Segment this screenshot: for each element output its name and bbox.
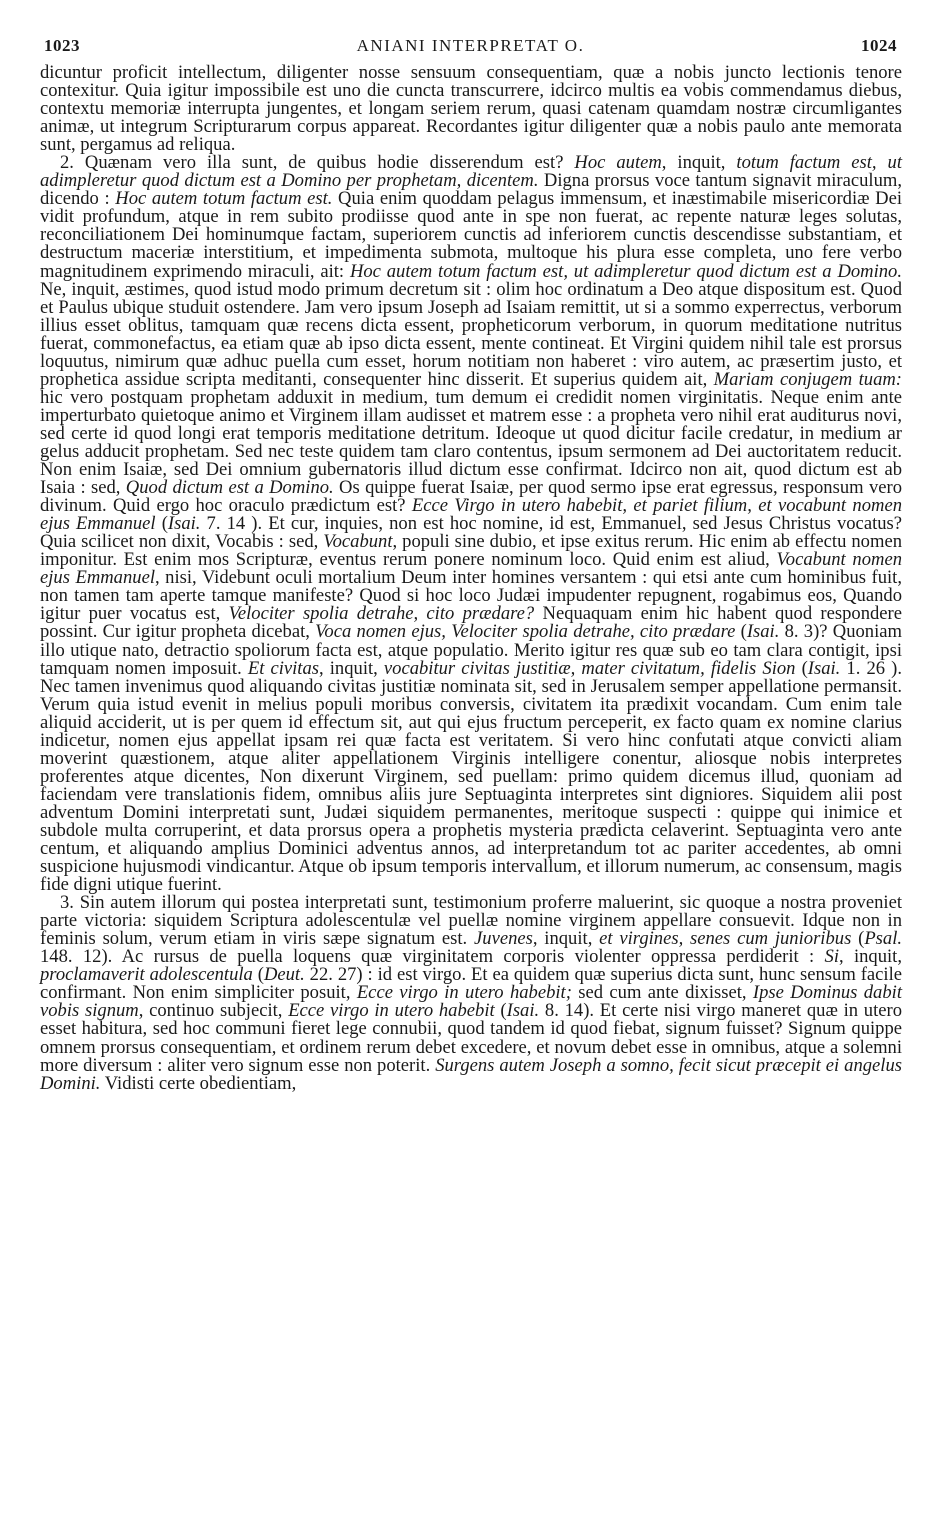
column-number-left: 1023 [44, 36, 80, 55]
italic-text: Vocabunt nomen ejus Emmanuel [40, 549, 903, 589]
text-run: 148. 12). Ac rursus de puella loquens quæ virginitatem corporis violenter oppressa perdiderit : [40, 946, 825, 968]
text-run: Digna prorsus voce tantum signavit miraculum, dicendo : [40, 170, 902, 210]
paragraph-1 [40, 64, 902, 154]
text-run: Quia enim quoddam pelagus immensum, et inæstimabile misericordiæ Dei vidit profundum, atque in rem subito prodiisse quod ante in spe non fuerat, ac repente naturæ leges solutas, reconciliationem Dei hominumque factam, superiorem cunctis ad inferiorem cunctis descendisse substantiam, et destructum maceriæ interstitium, et impedimenta submota, multoque his plura esse completa, uno fere verbo magnitudinem exprimendo miraculi, ait: [40, 188, 902, 282]
text-run: ( [735, 621, 747, 643]
text-run: , inquit, [532, 928, 600, 950]
text-run: Os quippe fuerat Isaiæ, per quod sermo ipse erat egressus, responsum vero divinum. Quid ergo hoc oraculo prædictum est? [40, 477, 902, 517]
italic-text: Isai. [746, 621, 780, 643]
italic-text: Voca nomen ejus, Velociter spolia detrahe, cito prædare [315, 621, 736, 643]
text-run: hic vero postquam prophetam adduxit in medium, tum demum ei credidit nomen virginitatis. Neque enim ante imperturbato quietoque animo et Virginem illam audisset et matrem esse : a propheta vero nihil erat auditurus novi, sed certe id quod longi erat temporis meditatione detritum. Ideoque ut quod dicitur facile credatur, in medium ar gelus adducit prophetam. Sed nec teste quidem tam claro contentus, ipsum sermonem ad Dei auctoritatem reducit. Non enim Isaiæ, sed Dei omnium gubernatoris illud dictum esse confirmat. Idcirco non ait, quod dictum est ab Isaia : sed, [40, 386, 902, 499]
text-run: 8. 14). Et certe nisi virgo maneret quæ in utero esset habitura, sed hoc communi fieret lege connubii, quod tandem id quod fiebat, signum fuisset? Signum quippe omnem prorsus consequentiam, et ordinem rerum debet excedere, et novum debet esse in omnibus, atque a solemni more diversum : aliter vero signum esse non poterit. [40, 1000, 903, 1076]
text-run: sed cum ante dixisset, [571, 982, 753, 1004]
text-run: 1. 26 ). Nec tamen invenimus quod aliquando civitas justitiæ nominata sit, sed in Jerusalem semper appellatione permansit. Verum quia istud evenit in melius populi moribus conversis, civitatem ita prædixit vocandam. Cum enim tale aliquid acciderit, ut is per quem id effectum sit, aut qui ejus fructum perceperit, ex facto quam ex nomine clarius indicetur, nomen ejus appellat ipsam rei quæ facta est veritatem. Si vero hinc confutati atque convicti aliam moverint quæstionem, atque aliter appellationem Virginis intelligere conentur, aliosque nobis interpretes proferentes atque dicentes, Non dixerunt Virginem, sed puellam: primo quidem dicemus illud, quoniam ad faciendam vere translationis fidem, omnibus aliis jure Septuaginta interpretes sint digniores. Siquidem alii post adventum Domini interpretati sunt, Judæi siquidem permanentes, meritoque suspecti : quippe qui inimice et subdole multa corruperint, et data prorsus opera a prophetis mysteria prædicta celaverint. Septuaginta vero ante centum, et aliquando amplius Dominici adventus annos, ad interpretandum tot ac pariter accedentes, ab omni suspicione hujusmodi vindicantur. Atque ob ipsum temporis intervallum, et illorum numerum, ac consensum, magis fide digni utique fuerint. [40, 657, 902, 896]
italic-text: Ecce Virgo in utero habebit, et pariet filium, et vocabunt nomen ejus Emmanuel [40, 495, 902, 535]
text-run: ( [795, 657, 808, 679]
italic-text: Velociter spolia detrahe, cito prædare? [228, 603, 535, 625]
italic-text: Si [824, 946, 839, 968]
italic-text: Surgens autem Joseph a somno, fecit sicut præcepit ei angelus Domini. [40, 1054, 902, 1094]
italic-text: et virgines, senes cum junioribus [599, 928, 852, 950]
text-run: , nisi, Videbunt oculi mortalium Deum inter homines versantem : qui etsi ante cum hominibus fuit, non tamen tam aperte tamque manifeste? Quod si hoc loco Judæi impudenter repugnent, rogabimus eos, Quando igitur puer vocatus est, [40, 567, 902, 625]
italic-text: Isai. [167, 513, 201, 535]
text-run: Nequaquam enim hic habent quod respondere possint. Cur igitur propheta dicebat, [40, 603, 903, 643]
body-text [40, 64, 902, 1093]
italic-text: totum factum est, ut adimpleretur quod dictum est a Domino per prophetam, dicentem. [40, 152, 903, 192]
italic-text: Quod dictum est a Domino. [125, 477, 334, 499]
italic-text: vocabitur civitas justitiæ, mater civitatum, fidelis Sion [383, 657, 796, 679]
text-run: , inquit, [319, 657, 384, 679]
text-run: 3. Sin autem illorum qui postea interpretati sunt, testimonium proferre maluerint, sic quoque a nostra proveniet parte victoria: siquidem Scriptura adolescentulæ vel puellæ nomine virginem appellare consuevit. Idque non in feminis solum, verum etiam in viris sæpe signatum est. [40, 892, 902, 950]
text-run: ( [252, 964, 264, 986]
text-run: ( [494, 1000, 507, 1022]
text-run: 8. 3)? Quoniam illo utique nato, detractio spoliorum facta est, atque populatio. Merito igitur res quæ sub eo tam clara contigit, ipsi tamquam nomen imposuit. [40, 621, 902, 679]
text-run: , inquit, [838, 946, 902, 968]
italic-text: Vocabunt [323, 531, 393, 553]
italic-text: Ecce virgo in utero habebit; [356, 982, 572, 1004]
paragraph-3 [40, 894, 902, 1093]
text-run: 2. Quænam vero illa sunt, de quibus hodie disserendum est? [60, 152, 575, 174]
italic-text: Et civitas [247, 657, 320, 679]
italic-text: Deut. [263, 964, 305, 986]
text-run: ( [155, 513, 168, 535]
text-run: 7. 14 ). Et cur, inquies, non est hoc nomine, id est, Emmanuel, sed Jesus Christus vocatus? Quia scilicet non dixit, Vocabis : sed, [40, 513, 903, 553]
italic-text: Mariam conjugem tuam: [713, 368, 902, 390]
running-title: ANIANI INTERPRETAT O. [356, 36, 585, 55]
italic-text: proclamaverit adolescentula [40, 964, 253, 986]
italic-text: Hoc autem totum factum est, ut adimpleretur quod dictum est a Domino. [349, 260, 903, 282]
column-number-right: 1024 [861, 36, 897, 55]
paragraph-2 [40, 154, 902, 894]
italic-text: Isai. [506, 1000, 540, 1022]
text-run: , continuo subjecit, [138, 1000, 289, 1022]
text-run: , inquit, [661, 152, 737, 174]
text-run: 22. 27) : id est virgo. Et ea quidem quæ superius dicta sunt, hunc sensum facile confirmant. Non enim simpliciter posuit, [40, 964, 902, 1004]
italic-text: Ecce virgo in utero habebit [288, 1000, 495, 1022]
text-run: Vidisti certe obedientiam, [100, 1072, 297, 1094]
italic-text: Isai. [807, 657, 841, 679]
text-run: ( [851, 928, 865, 950]
text-run: , populi sine dubio, et ipse exitus rerum. Hic enim ab effectu nomen imponitur. Est enim mos Scripturæ, eventus rerum ponere nominum loco. Quid enim est aliud, [40, 531, 902, 571]
text-run: Ne, inquit, æstimes, quod istud modo primum decretum sit : olim hoc ordinatum a Deo atque dispositum est. Quod et Paulus ubique studuit ostendere. Jam vero ipsum Joseph ad Isaiam remittit, ut si a sommo experrectus, verborum illius esset oblitus, tamquam quæ recens dicta essent, propheticorum verborum, in quorum meditatione nutritus fuerat, commonefactus, ea etiam quæ ab ipso dicta essent, mente contineat. Et Virgini quidem nihil tale est prorsus loquutus, nimirum quæ adhuc puella cum esset, horum notitiam non haberet : viro autem, ac præsertim justo, et prophetica assidue scripta meditanti, consequenter hinc disserit. Et superius quidem ait, [40, 278, 902, 390]
italic-text: Hoc autem totum factum est. [115, 188, 333, 210]
text-run: dicuntur proficit intellectum, diligenter nosse sensuum consequentiam, quæ a nobis juncto lectionis tenore contexitur. Quia igitur impossibile est uno die cuncta transcurrere, idcirco multis ea vobis commendamus diebus, contextu memoriæ interrupta jungentes, et longam seriem rerum, quasi catenam quamdam nostræ circumligantes animæ, ut integrum Scripturarum corpus appareat. Recordantes igitur diligenter quæ a nobis paulo ante memorata sunt, pergamus ad reliqua. [40, 62, 902, 156]
italic-text: Hoc autem [574, 152, 662, 174]
running-head [44, 36, 897, 60]
italic-text: Ipse Dominus dabit vobis signum [40, 982, 902, 1022]
italic-text: Juvenes [474, 928, 533, 950]
italic-text: Psal. [864, 928, 903, 950]
